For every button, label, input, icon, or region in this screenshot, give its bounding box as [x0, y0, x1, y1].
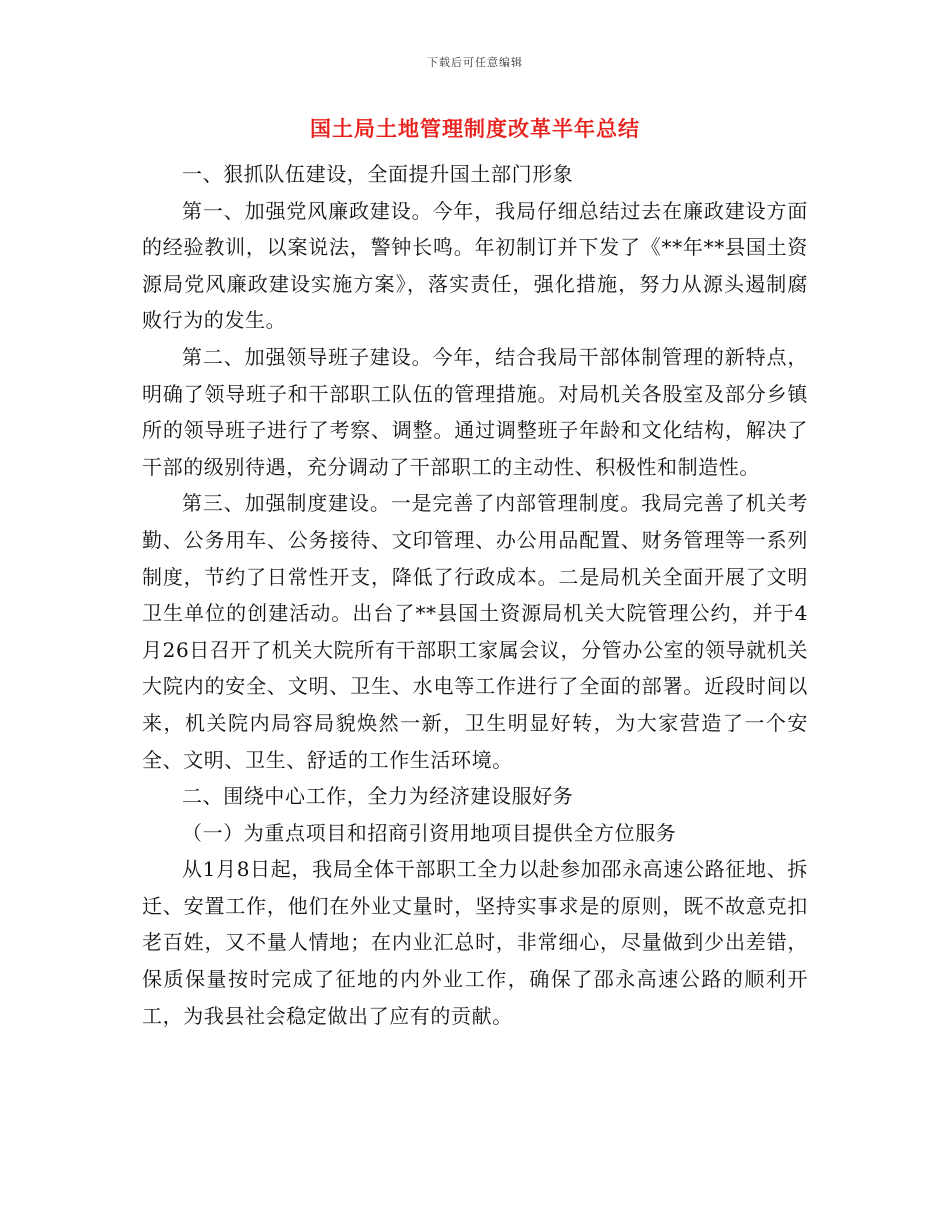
document-title: 国土局土地管理制度改革半年总结	[310, 116, 640, 141]
paragraph-leadership: 第二、加强领导班子建设。今年，结合我局干部体制管理的新特点，明确了领导班子和干部职工队伍的管理措施。对局机关各股室及部分乡镇所的领导班子进行了考察、调整。通过调整班子年龄和文化结构，解决了干部的级别待遇，充分调动了干部职工的主动性、积极性和制造性。	[142, 344, 808, 479]
subsection-heading-1: （一）为重点项目和招商引资用地项目提供全方位服务	[182, 820, 677, 845]
header-note: 下载后可任意编辑	[427, 56, 523, 69]
document-body	[142, 156, 808, 1034]
section-heading-2: 二、围绕中心工作，全力为经济建设服好务	[182, 784, 574, 809]
paragraph-highway-project: 从1月8日起，我局全体干部职工全力以赴参加邵永高速公路征地、拆迁、安置工作，他们在外业丈量时，坚持实事求是的原则，既不故意克扣老百姓，又不量人情地；在内业汇总时，非常细心，尽量做到少出差错，保质保量按时完成了征地的内外业工作，确保了邵永高速公路的顺利开工，为我县社会稳定做出了应有的贡献。	[142, 857, 808, 1028]
section-heading-1: 一、狠抓队伍建设，全面提升国土部门形象	[182, 162, 574, 186]
paragraph-system-building: 第三、加强制度建设。一是完善了内部管理制度。我局完善了机关考勤、公务用车、公务接待、文印管理、办公用品配置、财务管理等一系列制度，节约了日常性开支，降低了行政成本。二是局机关全面开展了文明卫生单位的创建活动。出台了**县国土资源局机关大院管理公约，并于4月26日召开了机关大院所有干部职工家属会议，分管办公室的领导就机关大院内的安全、文明、卫生、水电等工作进行了全面的部署。近段时间以来，机关院内局容局貌焕然一新，卫生明显好转，为大家营造了一个安全、文明、卫生、舒适的工作生活环境。	[142, 491, 808, 772]
paragraph-party-conduct: 第一、加强党风廉政建设。今年，我局仔细总结过去在廉政建设方面的经验教训，以案说法，警钟长鸣。年初制订并下发了《**年**县国土资源局党风廉政建设实施方案》，落实责任，强化措施，努力从源头遏制腐败行为的发生。	[142, 198, 808, 333]
